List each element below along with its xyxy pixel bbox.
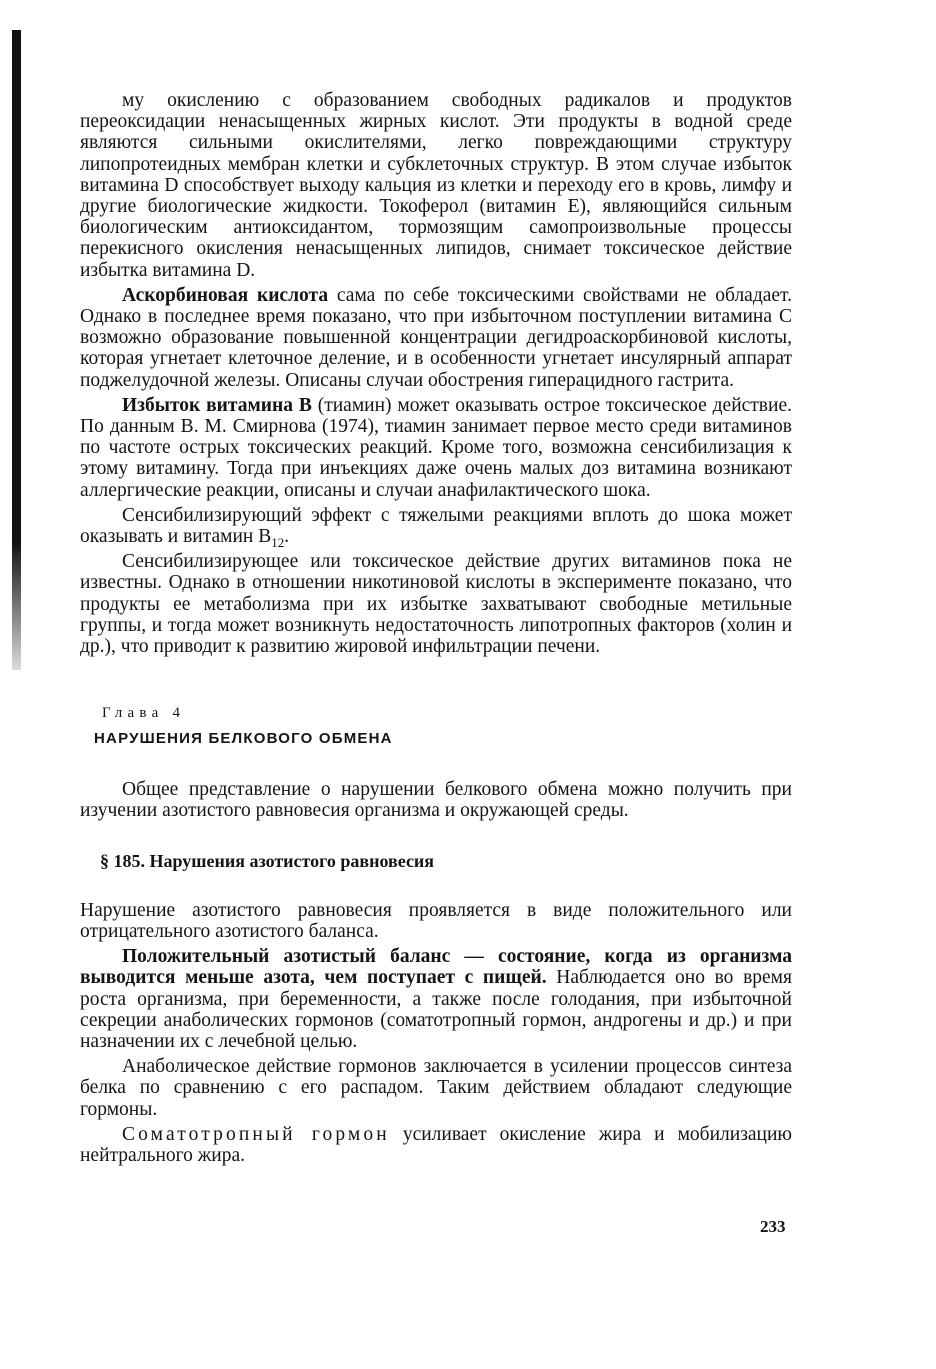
paragraph-text: сама по себе токсическими свойствами не обладает. Однако в последнее время показано, что при избыточном поступлении витамина С возможно образование повышенной концентрации дегидроаскорбиновой кислоты, которая угнетает клеточное деление, и в особенности угнетает инсулярный аппарат поджелудочной железы. Описаны случаи обострения гиперацидного гастрита. bbox=[80, 284, 792, 391]
paragraph bbox=[80, 551, 792, 657]
section-paragraphs bbox=[80, 900, 792, 1166]
paragraph-text: Сенсибилизирующее или токсическое действие других витаминов пока не известны. Однако в отношении никотиновой кислоты в эксперименте показано, что продукты ее метаболизма при их избытке захватывают свободные метильные группы, и тогда может возникнуть недостаточность липотропных факторов (холин и др.), что приводит к развитию жировой инфильтрации печени. bbox=[80, 551, 792, 658]
paragraph-text: Нарушение азотистого равновесия проявляется в виде положительного или отрицательного азотистого баланса. bbox=[80, 899, 792, 942]
paragraph bbox=[80, 90, 792, 281]
paragraph-text: . bbox=[284, 526, 290, 548]
paragraph bbox=[80, 1056, 792, 1120]
paragraph bbox=[80, 946, 792, 1052]
paragraph-text: му окислению с образованием свободных радикалов и продуктов переоксидации ненасыщенных жирных кислот. Эти продукты в водной среде являются сильными окислителями, легко повреждающими структуру липопротеидных мембран клетки и субклеточных структур. В этом случае избыток витамина D способствует выходу кальция из клетки и переходу его в кровь, лимфу и другие биологические жидкости. Токоферол (витамин Е), являющийся сильным биологическим антиоксидантом, тормозящим самопроизвольные процессы перекисного окисления ненасыщенных липидов, снимает токсическое действие избытка витамина D. bbox=[80, 90, 792, 281]
bold-term: Аскорбиновая кислота bbox=[122, 284, 329, 306]
paragraph bbox=[80, 285, 792, 391]
paragraph-text: (тиамин) может оказывать острое токсическое действие. По данным В. М. Смирнова (1974), тиамин занимает первое место среди витаминов по частоте острых токсических реакций. Кроме того, возможна сенсибилизация к этому витамину. Тогда при инъекциях даже очень малых доз витамина возникают аллергические реакции, описаны и случаи анафилактического шока. bbox=[80, 394, 792, 501]
paragraph-text: Наблюдается оно во время роста организма, при беременности, а также после голодания, при избыточной секреции анаболических гормонов (соматотропный гормон, андрогены и др.) и при назначении их с лечебной целью. bbox=[80, 967, 792, 1052]
bold-term: Избыток витамина В bbox=[122, 394, 312, 416]
paragraph bbox=[80, 900, 792, 942]
paragraph-text: усиливает окисление жира и мобилизацию нейтрального жира. bbox=[80, 1123, 792, 1166]
spaced-term: Соматотропный гормон bbox=[122, 1123, 390, 1145]
chapter-label: Глава 4 bbox=[102, 705, 186, 722]
section-heading: § 185. Нарушения азотистого равновесия bbox=[100, 850, 435, 871]
paragraph bbox=[80, 504, 792, 550]
chapter-intro-paragraph: Общее представление о нарушении белкового обмена можно получить при изучении азотистого равновесия организма и окружающей среды. bbox=[80, 779, 792, 822]
subscript: 12 bbox=[271, 534, 285, 550]
top-paragraphs bbox=[80, 90, 792, 657]
bold-term: Положительный азотистый баланс — состояние, когда из организма выводится меньше азота, чем поступает с пищей. bbox=[80, 946, 792, 989]
book-page bbox=[80, 90, 792, 1166]
paragraph-text: Анаболическое действие гормонов заключается в усилении процессов синтеза белка по сравнению с его распадом. Таким действием обладают следующие гормоны. bbox=[80, 1056, 792, 1120]
paragraph-text: Сенсибилизирующий эффект с тяжелыми реакциями вплоть до шока может оказывать и витамин В bbox=[80, 504, 792, 548]
scan-edge-shadow bbox=[12, 30, 21, 670]
chapter-title: НАРУШЕНИЯ БЕЛКОВОГО ОБМЕНА bbox=[94, 730, 393, 748]
page-number: 233 bbox=[760, 1217, 786, 1236]
paragraph bbox=[80, 1124, 792, 1166]
paragraph bbox=[80, 395, 792, 501]
